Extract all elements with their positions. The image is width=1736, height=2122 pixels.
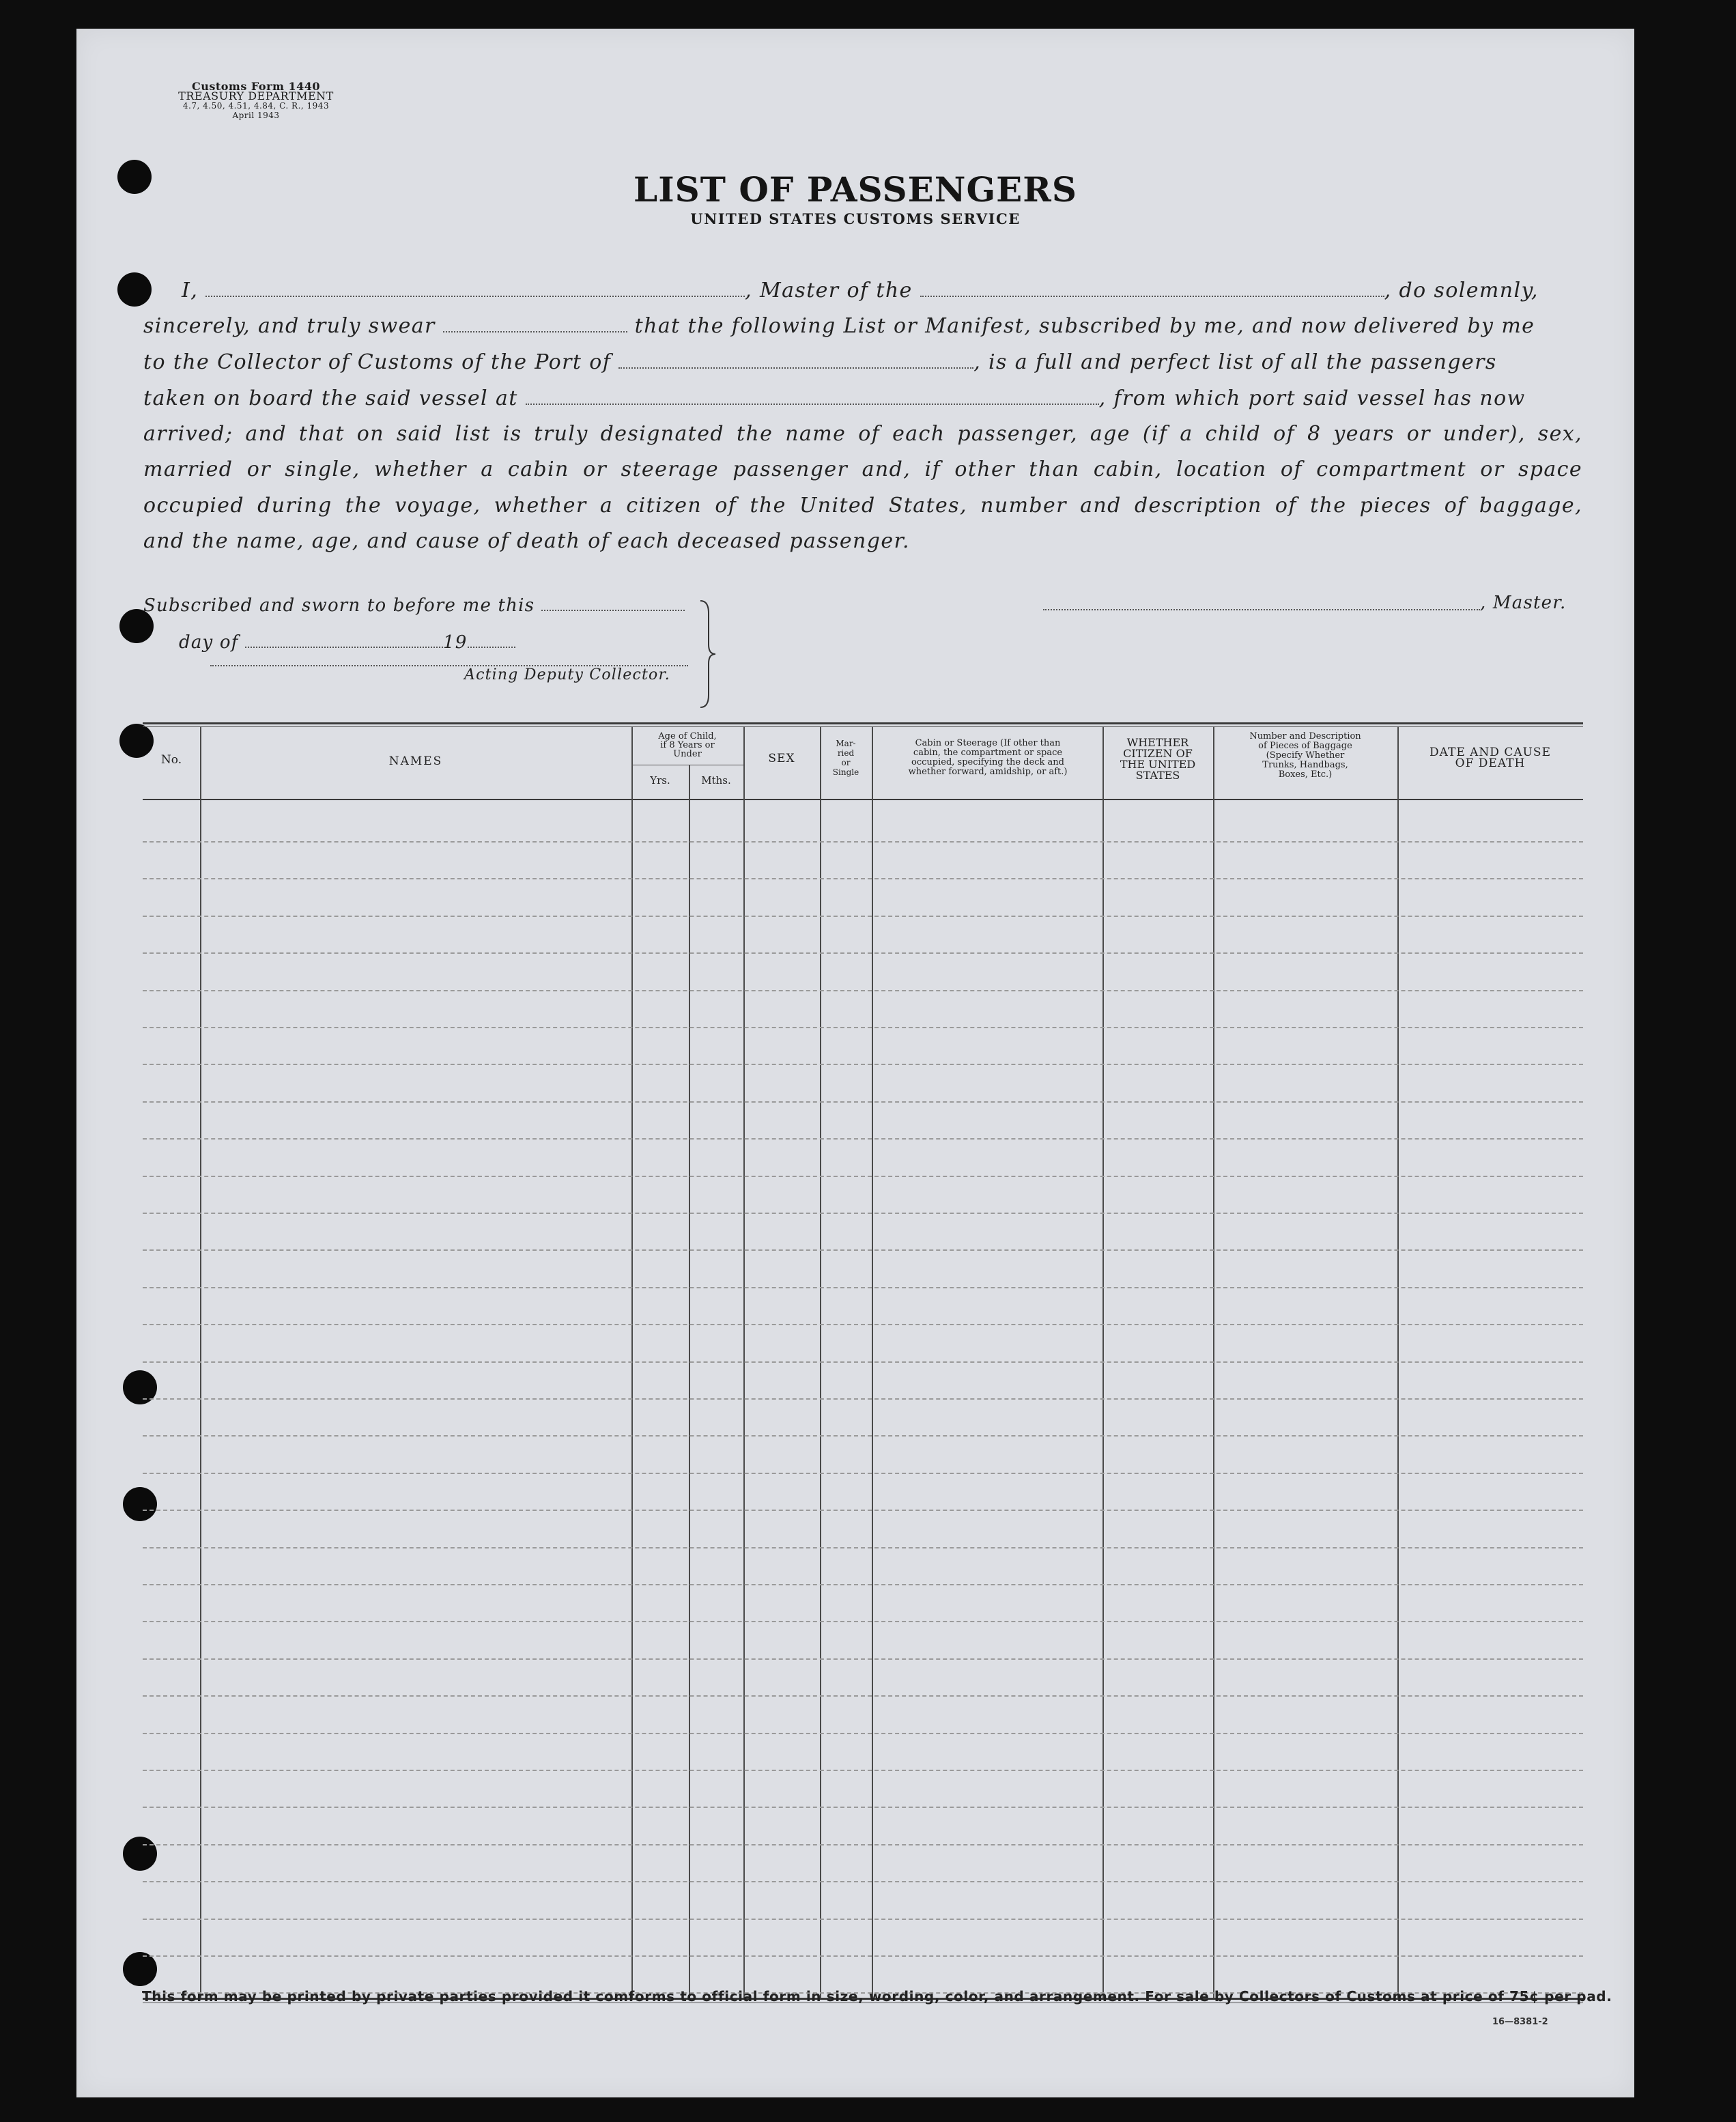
department: TREASURY DEPARTMENT — [178, 89, 334, 102]
header-text: Single — [832, 767, 859, 777]
header-text: cabin, the compartment or space — [913, 748, 1063, 758]
header-text: ried — [837, 748, 855, 758]
table-row-line[interactable] — [143, 1176, 1583, 1177]
oath-blank-field[interactable] — [443, 331, 627, 333]
header-text: Trunks, Handbags, — [1262, 760, 1348, 770]
boarding-port-field[interactable] — [526, 404, 1099, 405]
header-text: (Specify Whether — [1266, 750, 1345, 761]
table-row-line[interactable] — [143, 1324, 1583, 1325]
oath-line — [143, 386, 1582, 410]
header-text: whether forward, amidship, or aft.) — [908, 767, 1068, 777]
table-row-line[interactable] — [143, 1844, 1583, 1845]
table-row-line[interactable] — [143, 916, 1583, 917]
oath-line — [143, 350, 1582, 374]
column-divider — [689, 765, 690, 1998]
header-married — [820, 739, 872, 777]
table-row-line[interactable] — [143, 1435, 1583, 1437]
header-cabin — [873, 739, 1102, 777]
header-text: Under — [673, 749, 702, 759]
table-row-line[interactable] — [143, 1473, 1583, 1474]
header-text: if 8 Years or — [660, 740, 715, 750]
table-row-line[interactable] — [143, 1510, 1583, 1511]
binder-hole — [123, 1952, 157, 1986]
oath-line — [143, 314, 1582, 338]
header-text: WHETHER — [1126, 736, 1189, 749]
oath-line: and the name, age, and cause of death of each deceased passenger. — [143, 529, 910, 553]
header-text: THE UNITED — [1120, 758, 1196, 771]
collector-label: Acting Deputy Collector. — [464, 666, 670, 683]
footer-note: This form may be printed by private parties provided it comforms to official form in size, wording, color, and arrangement. For sale by Collectors of Customs at price of 75¢ per pad. — [142, 1988, 1612, 2005]
header-text: of Pieces of Baggage — [1258, 741, 1352, 751]
header-mths: Mths. — [701, 774, 731, 787]
regulations: 4.7, 4.50, 4.51, 4.84, C. R., 1943 — [182, 101, 330, 111]
form-page — [76, 29, 1634, 2097]
brace-bracket — [699, 599, 717, 709]
table-row-line[interactable] — [143, 1621, 1583, 1622]
header-no: No. — [160, 753, 182, 767]
header-text: occupied, specifying the deck and — [911, 757, 1064, 767]
header-sex: SEX — [768, 752, 795, 765]
header-bottom-rule — [143, 799, 1583, 800]
table-row-line[interactable] — [143, 1287, 1583, 1288]
oath-text: to the Collector of Customs of the Port of — [143, 350, 612, 374]
binder-hole — [119, 724, 154, 758]
header-text: Mar- — [836, 739, 856, 748]
table-row-line[interactable] — [143, 1807, 1583, 1808]
page-title: LIST OF PASSENGERS — [634, 169, 1077, 210]
year-field[interactable] — [468, 647, 515, 648]
header-text: DATE AND CAUSE — [1429, 746, 1551, 759]
vessel-name-field[interactable] — [920, 296, 1384, 297]
table-row-line[interactable] — [143, 1138, 1583, 1140]
table-top-rule — [143, 726, 1583, 727]
table-row-line[interactable] — [143, 1101, 1583, 1103]
oath-text: sincerely, and truly swear — [143, 314, 436, 338]
table-top-rule — [143, 722, 1583, 724]
page-subtitle: UNITED STATES CUSTOMS SERVICE — [690, 210, 1021, 227]
day-of-line — [179, 632, 515, 653]
header-age-group — [631, 732, 743, 759]
table-row-line[interactable] — [143, 1658, 1583, 1660]
day-of-field[interactable] — [245, 647, 443, 648]
header-text: Age of Child, — [658, 731, 717, 741]
year-prefix: 19 — [443, 632, 468, 653]
header-text: or — [841, 758, 851, 767]
binder-hole — [123, 1487, 157, 1521]
oath-text: , is a full and perfect list of all the passengers — [973, 350, 1497, 374]
day-of-text: day of — [179, 632, 239, 653]
table-row-line[interactable] — [143, 841, 1583, 843]
table-row-line[interactable] — [143, 1213, 1583, 1214]
header-yrs: Yrs. — [650, 774, 670, 787]
oath-line — [143, 279, 1582, 302]
master-signature-field[interactable] — [1043, 609, 1480, 610]
master-name-field[interactable] — [205, 296, 745, 297]
header-text: CITIZEN OF — [1123, 747, 1193, 760]
form-identifier — [150, 82, 362, 120]
oath-text: taken on board the said vessel at — [143, 386, 518, 410]
oath-line: married or single, whether a cabin or steerage passenger and, if other than cabin, location of compartment or space — [143, 457, 1582, 481]
table-row-line[interactable] — [143, 990, 1583, 991]
header-text: Number and Description — [1249, 731, 1361, 741]
header-names: NAMES — [388, 754, 443, 768]
oath-text: , from which port said vessel has now — [1098, 386, 1526, 410]
table-row-line[interactable] — [143, 878, 1583, 879]
oath-line: arrived; and that on said list is truly designated the name of each passenger, age (if a child of 8 years or under), sex, — [143, 422, 1582, 446]
table-row-line[interactable] — [143, 1770, 1583, 1771]
table-row-line[interactable] — [143, 1027, 1583, 1028]
header-text: OF DEATH — [1455, 756, 1526, 770]
table-row-line[interactable] — [143, 1064, 1583, 1065]
header-text: Boxes, Etc.) — [1278, 769, 1333, 780]
oath-text: , Master of the — [745, 279, 913, 302]
header-death — [1397, 747, 1583, 769]
header-text: STATES — [1135, 769, 1180, 782]
table-row-line[interactable] — [143, 1695, 1583, 1697]
header-text: Cabin or Steerage (If other than — [915, 738, 1061, 748]
table-row-line[interactable] — [143, 1584, 1583, 1585]
oath-text: I, — [182, 279, 199, 302]
table-row-line[interactable] — [143, 1919, 1583, 1920]
table-row-line[interactable] — [143, 1881, 1583, 1882]
table-row-line[interactable] — [143, 1249, 1583, 1251]
header-baggage — [1213, 732, 1397, 780]
header-citizen — [1102, 737, 1213, 781]
port-field[interactable] — [618, 367, 973, 369]
table-row-line[interactable] — [143, 1361, 1583, 1363]
sworn-date-field[interactable] — [541, 610, 685, 611]
oath-text: , do solemnly, — [1384, 279, 1539, 302]
table-row-line[interactable] — [143, 1398, 1583, 1400]
form-date: April 1943 — [232, 111, 280, 120]
form-number: Customs Form 1440 — [191, 80, 321, 93]
table-row-line[interactable] — [143, 1955, 1583, 1957]
oath-text: that the following List or Manifest, subscribed by me, and now delivered by me — [634, 314, 1535, 338]
binder-hole — [123, 1837, 157, 1871]
print-code: 16—8381-2 — [1492, 2017, 1548, 2027]
oath-line: occupied during the voyage, whether a citizen of the United States, number and description of the pieces of baggage, — [143, 494, 1582, 518]
sworn-line — [143, 595, 685, 616]
master-label: , Master. — [1480, 593, 1567, 613]
table-row-line[interactable] — [143, 1547, 1583, 1548]
sworn-text: Subscribed and sworn to before me this — [143, 595, 535, 616]
table-row-line[interactable] — [143, 1733, 1583, 1734]
table-row-line[interactable] — [143, 952, 1583, 954]
